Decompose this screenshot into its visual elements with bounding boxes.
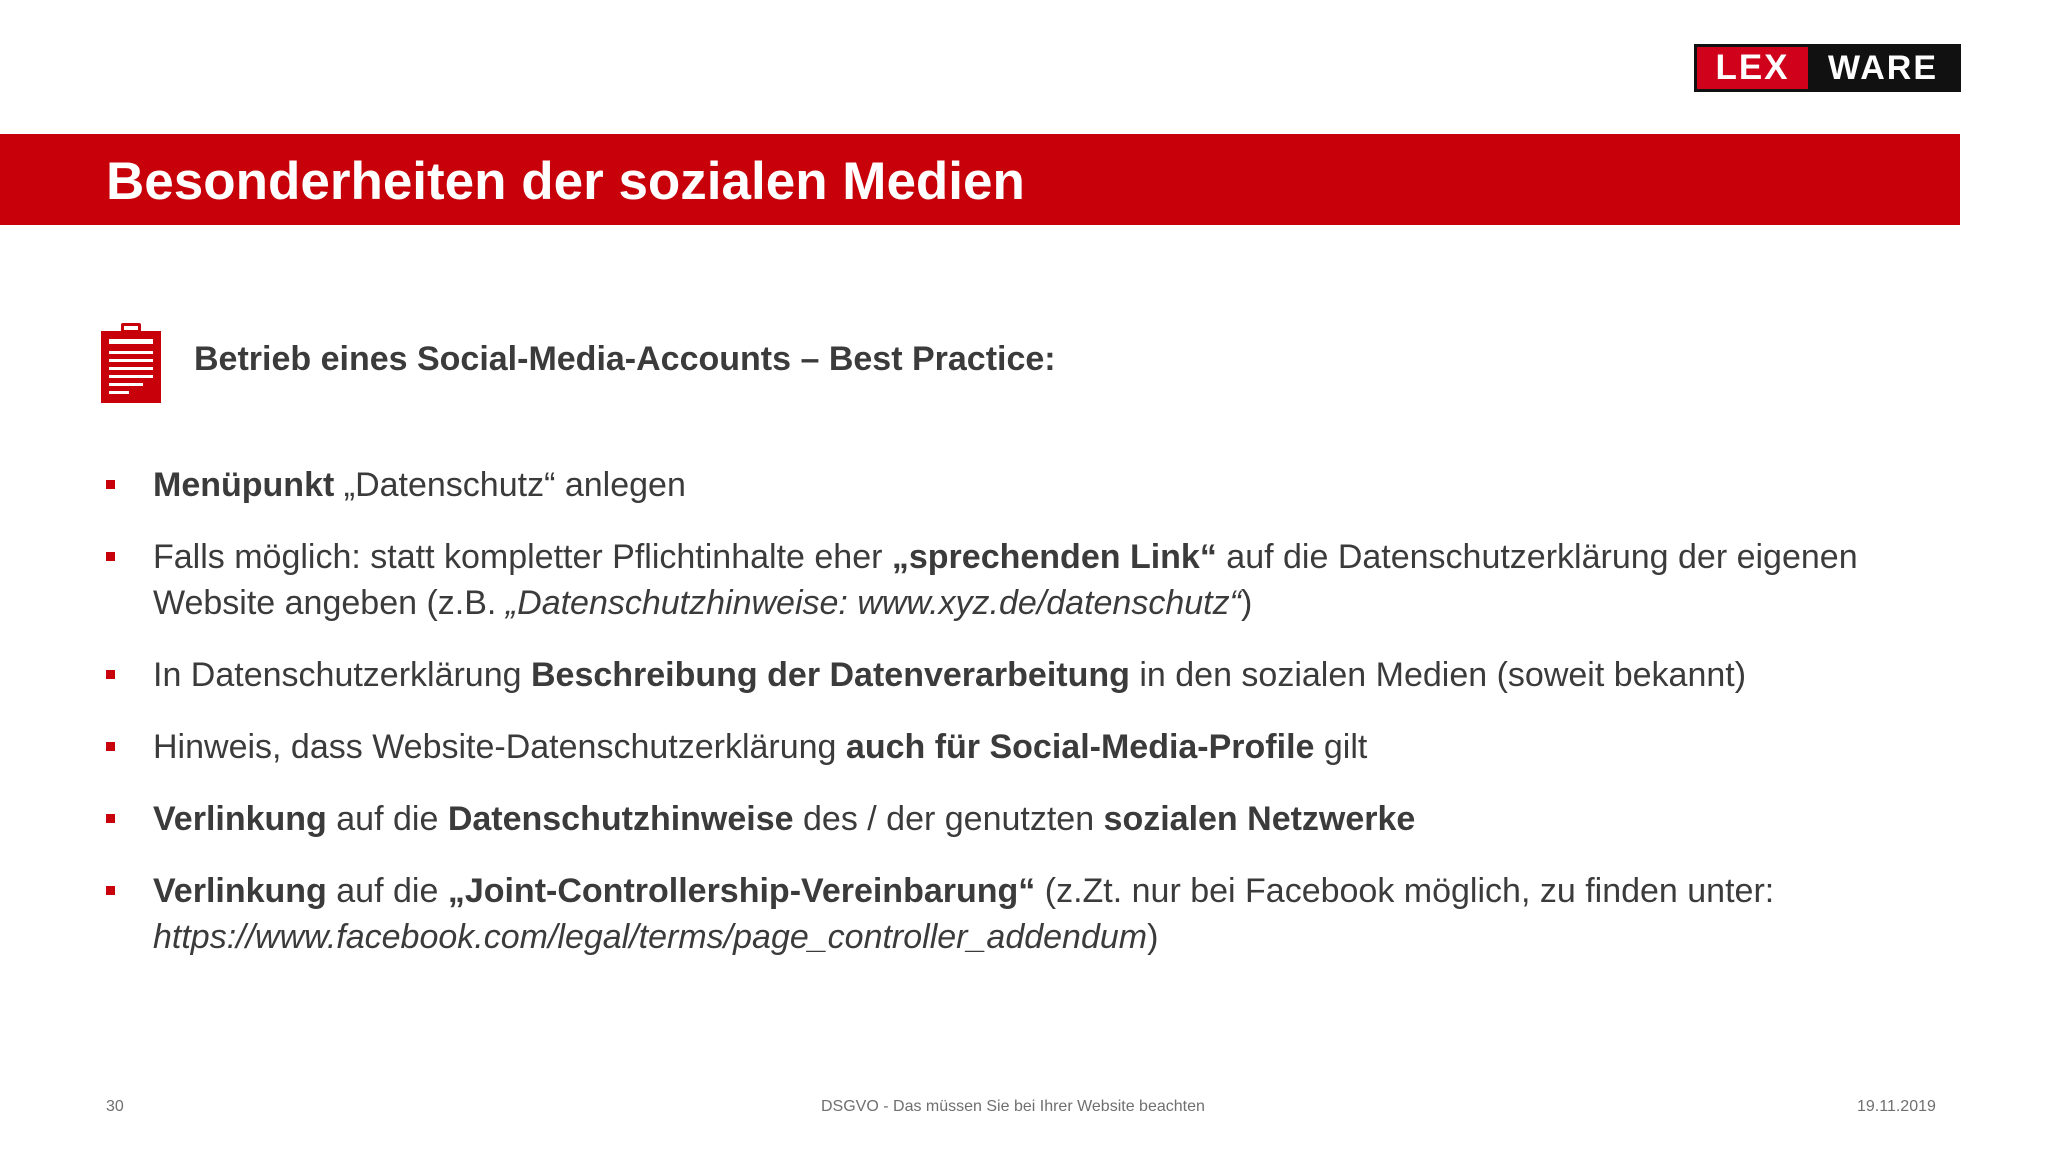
- bullet-list: [106, 462, 1966, 986]
- bullet-text-run: Falls möglich: statt kompletter Pflichtinhalte eher: [153, 538, 892, 576]
- bullet-text-run: Datenschutzhinweise: [447, 800, 794, 838]
- bullet-text-run: auch für Social-Media-Profile: [845, 728, 1315, 766]
- bullet-marker: [106, 742, 115, 751]
- bullet-text-run: Menüpunkt: [153, 466, 335, 504]
- bullet-text-run: Verlinkung: [153, 872, 327, 910]
- logo-lex-part: LEX: [1697, 47, 1808, 89]
- section-heading: Betrieb eines Social-Media-Accounts – Best Practice:: [194, 340, 1056, 378]
- bullet-item: [106, 462, 1966, 508]
- bullet-text-run: auf die Datenschutzerklärung der eigenen Website angeben (z.B.: [153, 538, 1858, 622]
- bullet-text-run: In Datenschutzerklärung: [153, 656, 531, 694]
- slide-title: Besonderheiten der sozialen Medien: [106, 152, 1025, 211]
- bullet-item: [106, 868, 1966, 960]
- bullet-item: [106, 724, 1966, 770]
- bullet-marker: [106, 814, 115, 823]
- bullet-text-run: ): [1147, 918, 1159, 956]
- title-bar: [0, 134, 1960, 225]
- bullet-text-run: ): [1240, 584, 1253, 622]
- bullet-text-run: Hinweis, dass Website-Datenschutzerklärung: [153, 728, 846, 766]
- footer-date: 19.11.2019: [1857, 1098, 1936, 1115]
- bullet-text-run: Verlinkung: [153, 800, 327, 838]
- bullet-item: [106, 534, 1966, 626]
- bullet-text-run: sozialen Netzwerke: [1103, 800, 1416, 838]
- bullet-text-run: gilt: [1314, 728, 1368, 766]
- clipboard-icon: [101, 323, 161, 403]
- bullet-text-run: auf die: [326, 872, 448, 910]
- logo-ware-part: WARE: [1828, 48, 1938, 87]
- bullet-text-run: in den sozialen Medien (soweit bekannt): [1129, 656, 1747, 694]
- bullet-text-run: „sprechenden Link“: [891, 538, 1217, 576]
- bullet-marker: [106, 552, 115, 561]
- bullet-marker: [106, 670, 115, 679]
- bullet-text-run: „Datenschutzhinweise: www.xyz.de/datenschutz“: [505, 584, 1241, 622]
- page-number: 30: [106, 1098, 124, 1115]
- lexware-logo: [1694, 44, 1961, 92]
- bullet-item: [106, 652, 1966, 698]
- bullet-text-run: https://www.facebook.com/legal/terms/page_controller_addendum: [153, 918, 1148, 956]
- bullet-text-run: Beschreibung der Datenverarbeitung: [530, 656, 1130, 694]
- bullet-text-run: des / der genutzten: [793, 800, 1104, 838]
- bullet-marker: [106, 886, 115, 895]
- bullet-text-run: auf die: [326, 800, 448, 838]
- bullet-marker: [106, 480, 115, 489]
- footer-title: DSGVO - Das müssen Sie bei Ihrer Website beachten: [821, 1098, 1205, 1115]
- bullet-text-run: „Datenschutz“ anlegen: [334, 466, 686, 504]
- bullet-text-run: (z.Zt. nur bei Facebook möglich, zu finden unter:: [1035, 872, 1775, 910]
- bullet-item: [106, 796, 1966, 842]
- bullet-text-run: „Joint-Controllership-Vereinbarung“: [447, 872, 1036, 910]
